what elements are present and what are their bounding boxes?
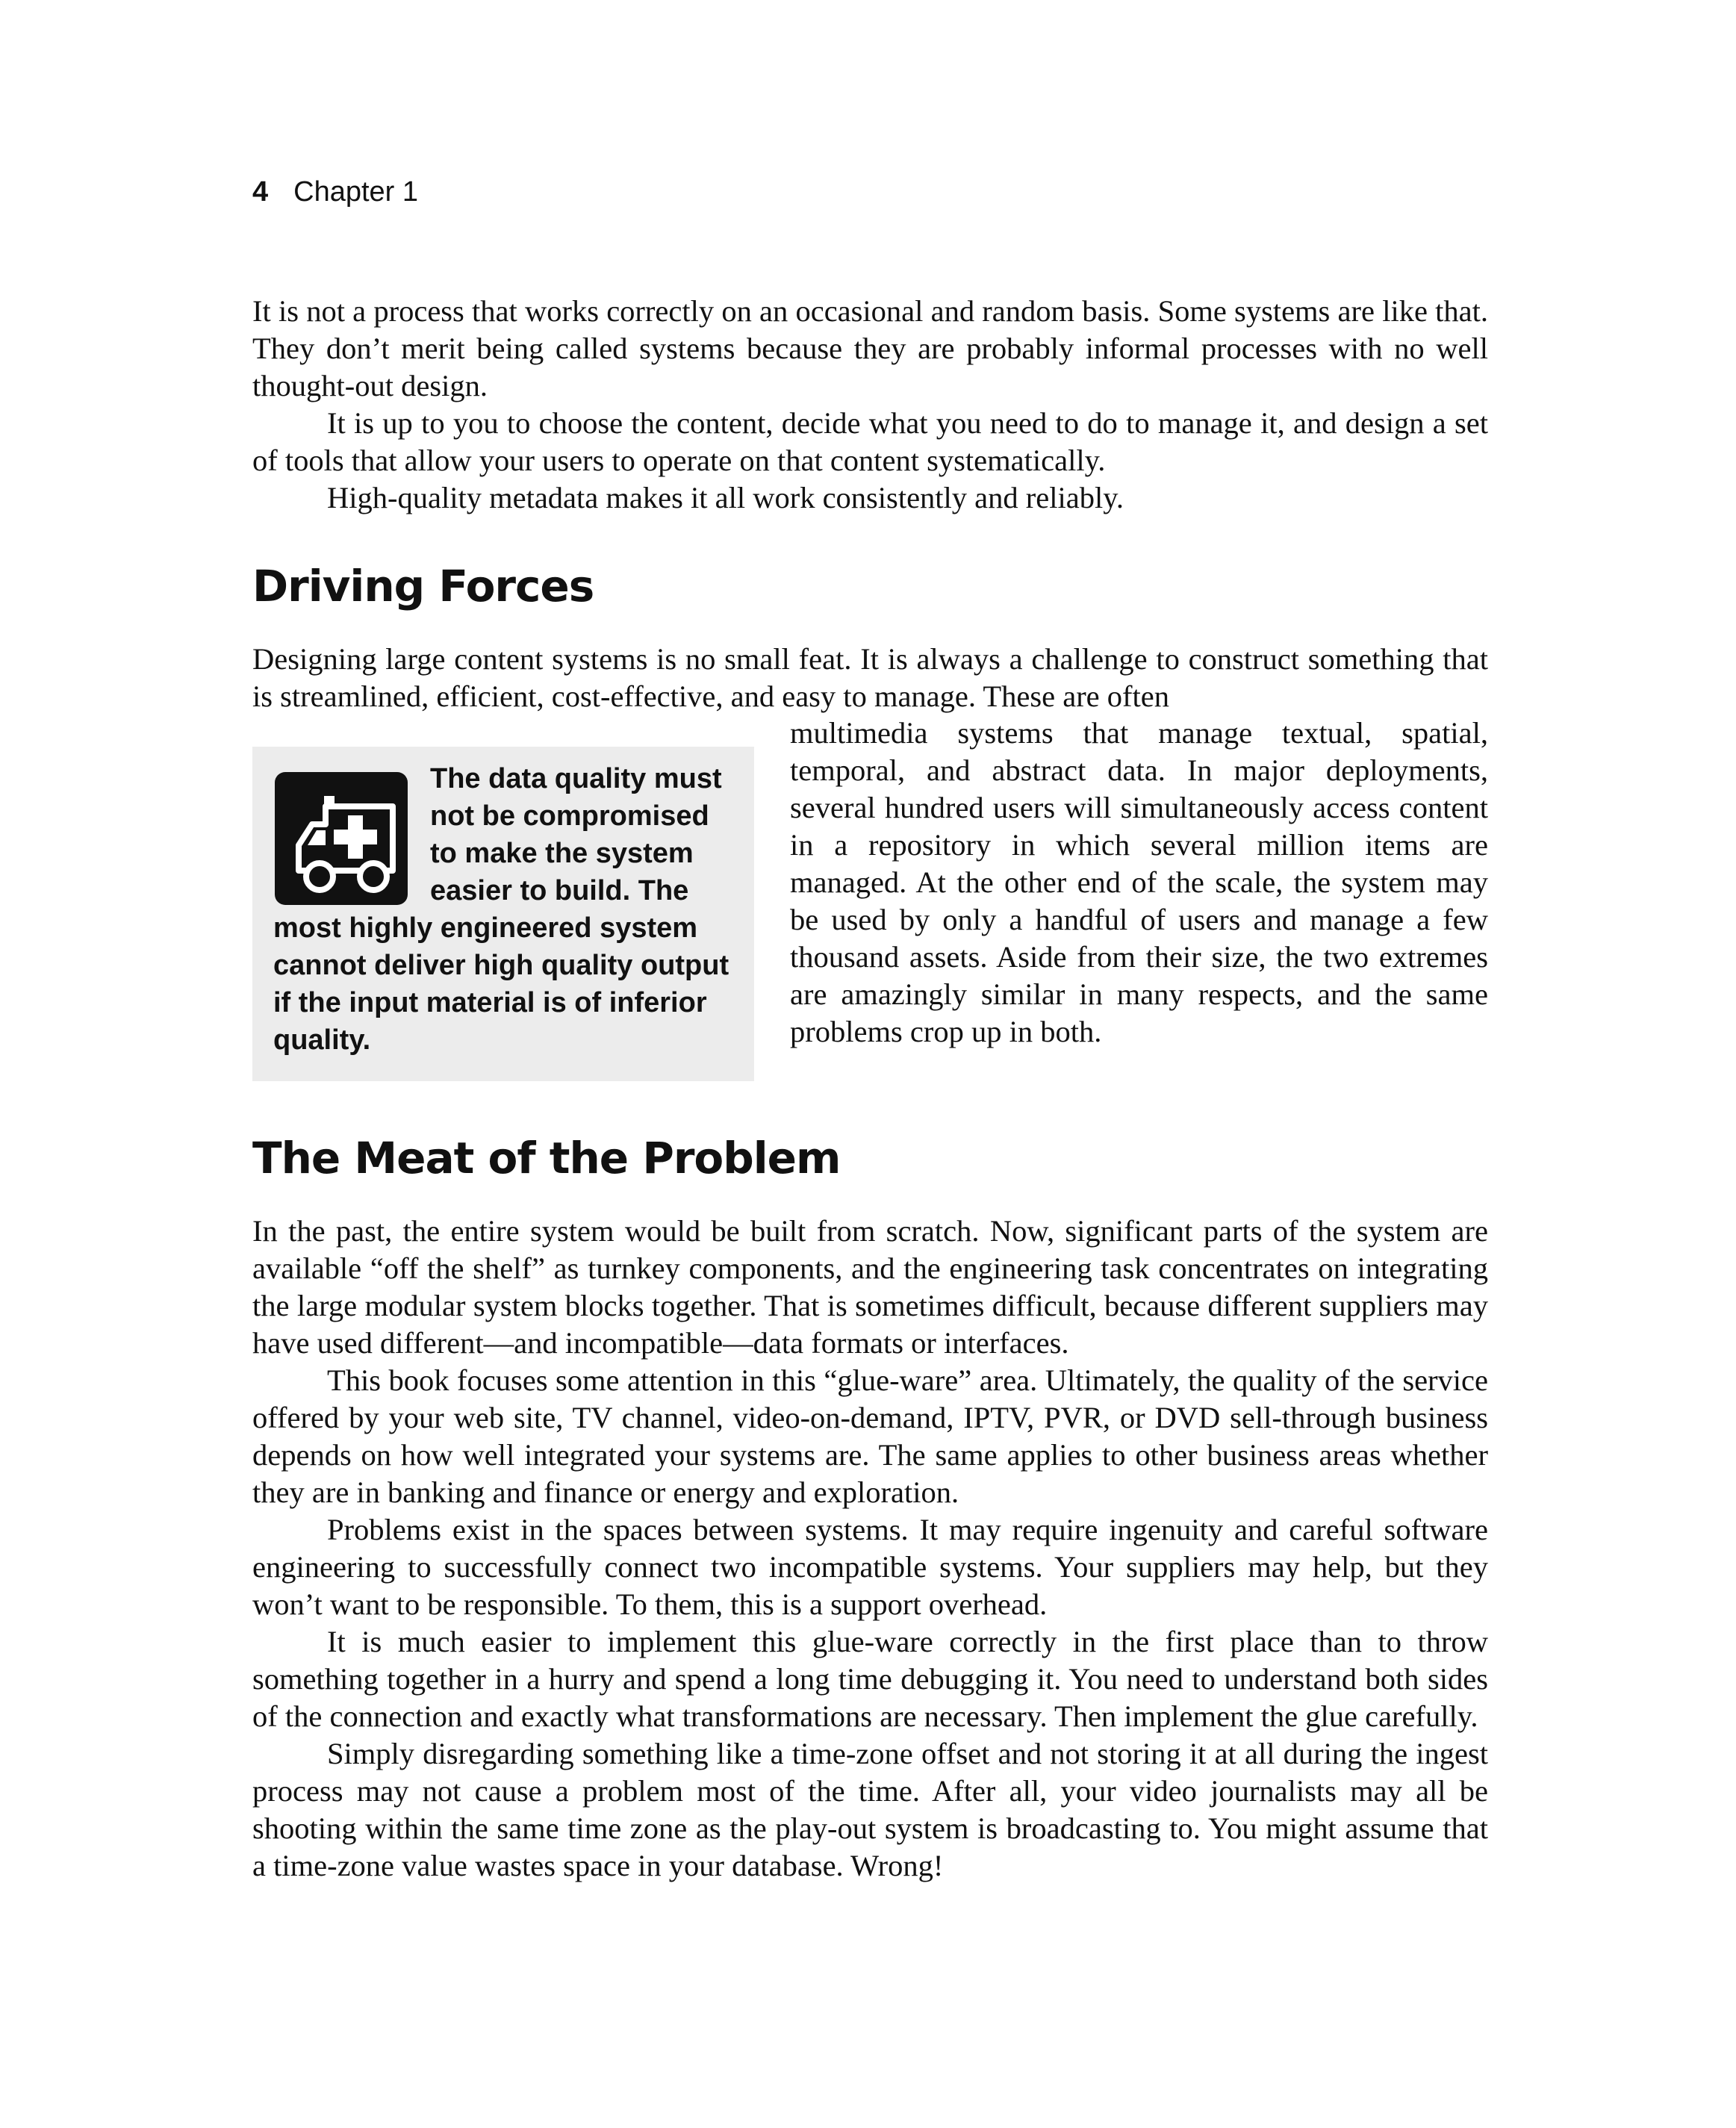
section-heading-meat-of-problem: The Meat of the Problem xyxy=(252,1133,841,1183)
chapter-label: Chapter 1 xyxy=(293,176,419,208)
driving-forces-paragraph-wrap: multimedia systems that manage textual, spatial, temporal, and abstract data. In major deployments, several hundred users will simultaneously access content in a repository in which several million items are managed. At the other end of the scale, the system may be used by only a handful of users and manage a few thousand assets. Aside from their size, the two extremes are amazingly similar in many respects, and the same problems crop up in both. xyxy=(790,716,1488,1048)
intro-paragraph-1: It is not a process that works correctly on an occasional and random basis. Some systems are like that. They don’t merit being called systems because they are probably informal processes with no well thought-out design. xyxy=(252,294,1488,402)
intro-paragraph-3: High-quality metadata makes it all work consistently and reliably. xyxy=(327,481,1124,514)
running-head xyxy=(252,173,418,211)
meat-paragraph-1: In the past, the entire system would be built from scratch. Now, significant parts of the system are available “off the shelf” as turnkey components, and the engineering task concentrates on integrating the large modular system blocks together. That is sometimes difficult, because different suppliers may have used different—and incompatible—data formats or interfaces. xyxy=(252,1214,1488,1360)
section-heading-driving-forces: Driving Forces xyxy=(252,561,594,612)
intro-paragraph-2: It is up to you to choose the content, decide what you need to do to manage it, and design a set of tools that allow your users to operate on that content systematically. xyxy=(252,406,1488,477)
meat-paragraph-5: Simply disregarding something like a time-zone offset and not storing it at all during the ingest process may not cause a problem most of the time. After all, your video journalists may all be shooting within the same time zone as the play-out system is broadcasting to. You might assume that a time-zone value wastes space in your database. Wrong! xyxy=(252,1737,1488,1882)
sidebar-note-content: The data quality must not be compromised to make the system easier to build. The most highly engineered system cannot deliver high quality output if the input material is of inferior quality. xyxy=(273,763,729,1056)
driving-forces-paragraph-top: Designing large content systems is no small feat. It is always a challenge to construct something that is streamlined, efficient, cost-effective, and easy to manage. These are often xyxy=(252,642,1488,713)
meat-text xyxy=(252,1213,1488,1885)
intro-text xyxy=(252,293,1488,517)
meat-paragraph-3: Problems exist in the spaces between systems. It may require ingenuity and careful software engineering to successfully connect two incompatible systems. Your suppliers may help, but they won’t want to be responsible. To them, this is a support overhead. xyxy=(252,1513,1488,1621)
driving-forces-wrap-text xyxy=(790,715,1488,1051)
meat-paragraph-4: It is much easier to implement this glue-ware correctly in the first place than to throw something together in a hurry and spend a long time debugging it. You need to understand both sides of the connection and exactly what transformations are necessary. Then implement the glue carefully. xyxy=(252,1625,1488,1733)
sidebar-note-text xyxy=(273,760,733,1059)
page-number: 4 xyxy=(252,176,269,208)
driving-forces-text xyxy=(252,641,1488,715)
note-sidebar xyxy=(252,747,754,1081)
meat-paragraph-2: This book focuses some attention in this “glue-ware” area. Ultimately, the quality of the service offered by your web site, TV channel, video-on-demand, IPTV, PVR, or DVD sell-through business depends on how well integrated your systems are. The same applies to other business areas whether they are in banking and finance or energy and exploration. xyxy=(252,1363,1488,1509)
